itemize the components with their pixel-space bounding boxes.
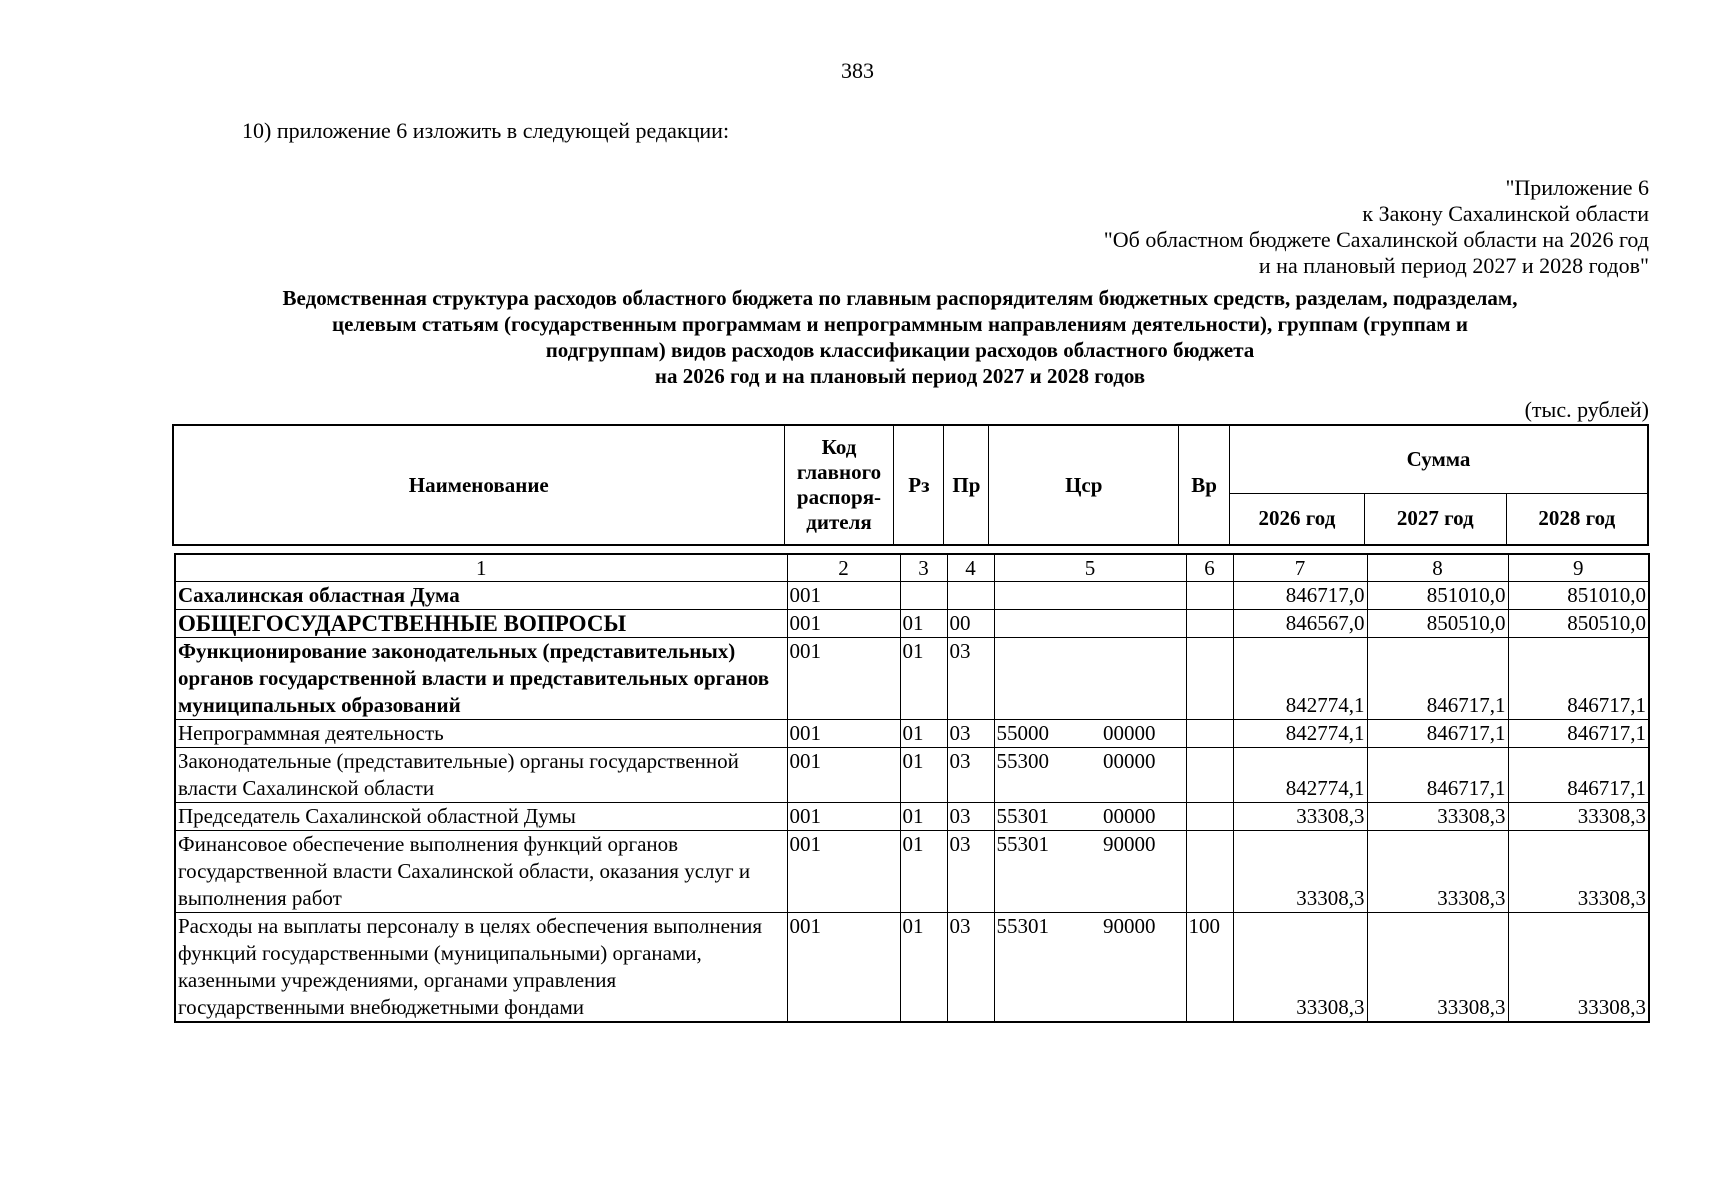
row-value-2026: 33308,3 [1233, 803, 1367, 831]
row-csr-part1: 55301 [996, 804, 1049, 828]
row-csr [994, 748, 1186, 803]
row-name: Законодательные (представительные) органы государственной власти Сахалинской области [175, 748, 787, 803]
header-year-2026: 2026 год [1230, 493, 1365, 545]
column-number: 3 [900, 554, 947, 582]
row-code: 001 [787, 638, 900, 720]
row-code: 001 [787, 610, 900, 638]
row-value-2027: 846717,1 [1367, 720, 1508, 748]
row-csr-part1: 55000 [996, 721, 1049, 745]
table-row [175, 913, 1649, 1023]
table-row [175, 748, 1649, 803]
row-value-2026: 33308,3 [1233, 913, 1367, 1023]
column-number: 6 [1186, 554, 1233, 582]
row-value-2028: 846717,1 [1508, 720, 1649, 748]
header-name: Наименование [173, 425, 784, 545]
row-vr [1186, 803, 1233, 831]
row-csr-part2: 00000 [1103, 721, 1156, 745]
document-title [160, 285, 1640, 389]
column-number: 5 [994, 554, 1186, 582]
table-row [175, 803, 1649, 831]
row-vr [1186, 582, 1233, 610]
column-number: 9 [1508, 554, 1649, 582]
row-rz: 01 [900, 638, 947, 720]
row-value-2026: 842774,1 [1233, 720, 1367, 748]
row-name: Председатель Сахалинской областной Думы [175, 803, 787, 831]
row-code: 001 [787, 582, 900, 610]
title-line: целевым статьям (государственным программам и непрограммным направлениям деятельности), группам (группам и [332, 312, 1468, 336]
row-csr [994, 638, 1186, 720]
table-row [175, 610, 1649, 638]
row-value-2028: 33308,3 [1508, 803, 1649, 831]
row-vr: 100 [1186, 913, 1233, 1023]
row-value-2027: 846717,1 [1367, 748, 1508, 803]
row-csr [994, 582, 1186, 610]
row-name: Расходы на выплаты персоналу в целях обеспечения выполнения функций государственными (муниципальными) органами, казенными учреждениями, органами управления государственными внебюджетными фондами [175, 913, 787, 1023]
header-rz: Рз [894, 425, 944, 545]
header-code: Код главного распоря-дителя [784, 425, 894, 545]
row-csr-part1: 55300 [996, 749, 1049, 773]
row-csr-part2: 90000 [1103, 914, 1156, 938]
row-name: Финансовое обеспечение выполнения функций органов государственной власти Сахалинской области, оказания услуг и выполнения работ [175, 831, 787, 913]
row-value-2028: 33308,3 [1508, 831, 1649, 913]
row-csr-part2: 90000 [1103, 832, 1156, 856]
header-csr: Цср [989, 425, 1179, 545]
row-rz [900, 582, 947, 610]
row-pr: 03 [947, 803, 994, 831]
table-header [172, 424, 1649, 546]
row-rz: 01 [900, 803, 947, 831]
appendix-line: и на плановый период 2027 и 2028 годов" [1258, 253, 1649, 278]
row-code: 001 [787, 913, 900, 1023]
row-pr: 03 [947, 720, 994, 748]
row-value-2026: 846717,0 [1233, 582, 1367, 610]
row-value-2027: 33308,3 [1367, 913, 1508, 1023]
row-csr-part1: 55301 [996, 914, 1049, 938]
appendix-line: "Об областном бюджете Сахалинской области на 2026 год [1103, 227, 1649, 252]
row-value-2028: 851010,0 [1508, 582, 1649, 610]
column-number-row [175, 554, 1649, 582]
row-vr [1186, 831, 1233, 913]
row-code: 001 [787, 831, 900, 913]
row-value-2028: 846717,1 [1508, 748, 1649, 803]
row-name: ОБЩЕГОСУДАРСТВЕННЫЕ ВОПРОСЫ [175, 610, 787, 638]
row-code: 001 [787, 748, 900, 803]
header-year-2027: 2027 год [1364, 493, 1506, 545]
row-rz: 01 [900, 748, 947, 803]
appendix-line: к Закону Сахалинской области [1362, 201, 1649, 226]
title-line: подгруппам) видов расходов классификации расходов областного бюджета [545, 338, 1255, 362]
row-pr: 03 [947, 748, 994, 803]
row-name: Функционирование законодательных (представительных) органов государственной власти и представительных органов муниципальных образований [175, 638, 787, 720]
row-value-2027: 33308,3 [1367, 831, 1508, 913]
row-vr [1186, 720, 1233, 748]
row-value-2027: 851010,0 [1367, 582, 1508, 610]
column-number: 4 [947, 554, 994, 582]
column-number: 7 [1233, 554, 1367, 582]
page-number: 383 [841, 58, 874, 83]
row-csr-part1: 55301 [996, 832, 1049, 856]
row-value-2026: 846567,0 [1233, 610, 1367, 638]
row-rz: 01 [900, 913, 947, 1023]
header-sum: Сумма [1230, 425, 1648, 493]
row-value-2026: 842774,1 [1233, 638, 1367, 720]
row-value-2028: 846717,1 [1508, 638, 1649, 720]
row-code: 001 [787, 803, 900, 831]
row-pr [947, 582, 994, 610]
appendix-line: "Приложение 6 [1505, 175, 1649, 200]
row-pr: 03 [947, 831, 994, 913]
row-csr [994, 831, 1186, 913]
row-csr [994, 610, 1186, 638]
row-vr [1186, 638, 1233, 720]
row-code: 001 [787, 720, 900, 748]
row-name: Сахалинская областная Дума [175, 582, 787, 610]
row-pr: 00 [947, 610, 994, 638]
table-row [175, 831, 1649, 913]
row-value-2028: 850510,0 [1508, 610, 1649, 638]
row-pr: 03 [947, 913, 994, 1023]
header-vr: Вр [1179, 425, 1230, 545]
row-csr-part2: 00000 [1103, 749, 1156, 773]
units-label: (тыс. рублей) [1524, 397, 1649, 422]
row-csr [994, 803, 1186, 831]
row-rz: 01 [900, 610, 947, 638]
row-csr [994, 913, 1186, 1023]
appendix-reference [1104, 175, 1649, 279]
row-csr-part2: 00000 [1103, 804, 1156, 828]
title-line: Ведомственная структура расходов областного бюджета по главным распорядителям бюджетных средств, разделам, подразделам, [282, 286, 1518, 310]
table-row [175, 582, 1649, 610]
column-number: 2 [787, 554, 900, 582]
row-pr: 03 [947, 638, 994, 720]
title-line: на 2026 год и на плановый период 2027 и 2028 годов [654, 364, 1146, 388]
header-pr: Пр [944, 425, 989, 545]
column-number: 8 [1367, 554, 1508, 582]
row-value-2026: 33308,3 [1233, 831, 1367, 913]
row-rz: 01 [900, 720, 947, 748]
row-value-2027: 850510,0 [1367, 610, 1508, 638]
row-value-2026: 842774,1 [1233, 748, 1367, 803]
table-row [175, 638, 1649, 720]
intro-text: 10) приложение 6 изложить в следующей редакции: [242, 118, 730, 143]
row-vr [1186, 748, 1233, 803]
row-value-2028: 33308,3 [1508, 913, 1649, 1023]
row-name: Непрограммная деятельность [175, 720, 787, 748]
row-value-2027: 846717,1 [1367, 638, 1508, 720]
budget-table [174, 553, 1650, 1023]
row-value-2027: 33308,3 [1367, 803, 1508, 831]
column-number: 1 [175, 554, 787, 582]
row-rz: 01 [900, 831, 947, 913]
header-year-2028: 2028 год [1506, 493, 1648, 545]
row-vr [1186, 610, 1233, 638]
table-row [175, 720, 1649, 748]
row-csr [994, 720, 1186, 748]
